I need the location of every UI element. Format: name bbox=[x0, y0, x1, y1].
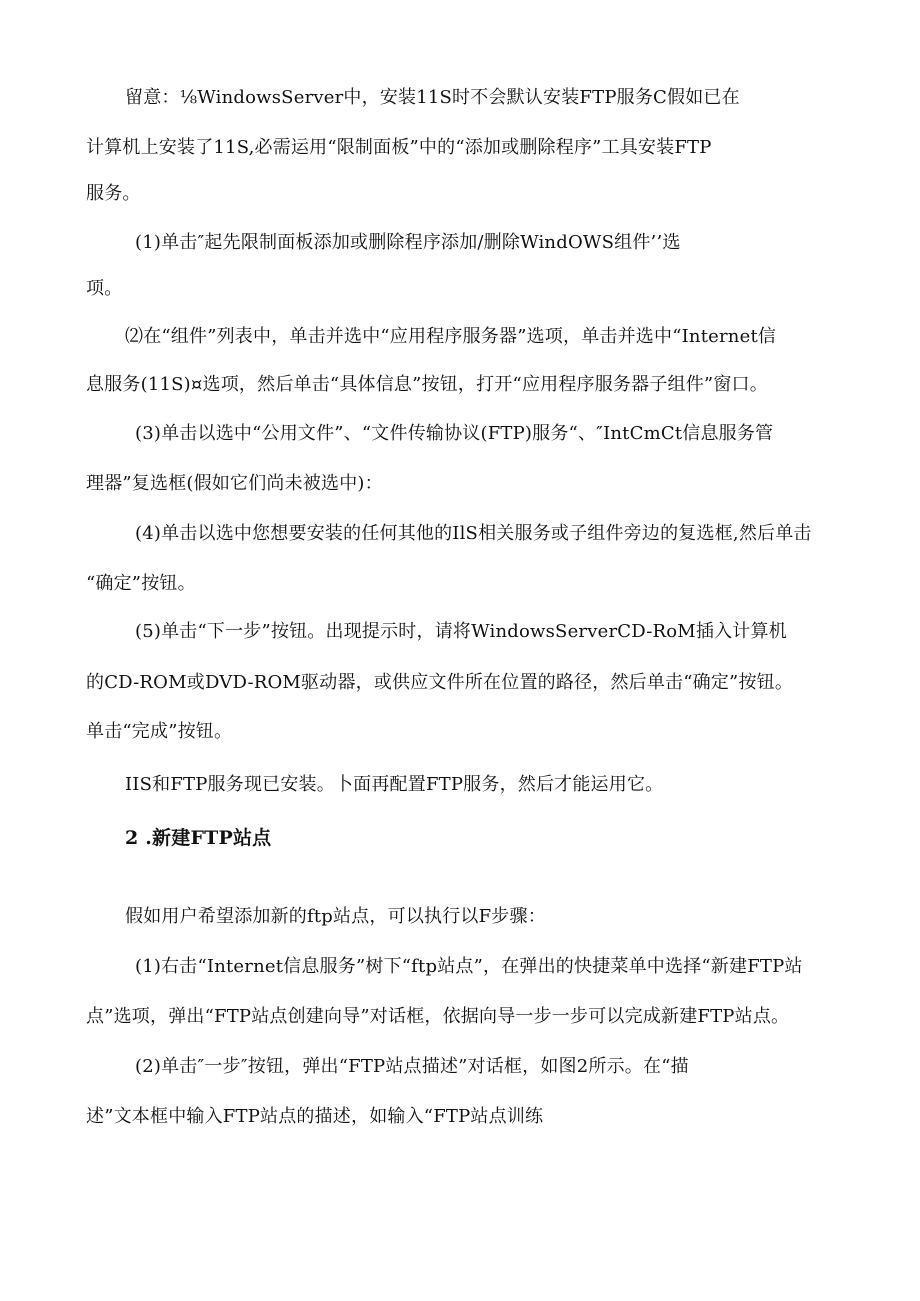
text-line-11: “确定”按钮。 bbox=[86, 573, 196, 594]
text-line-9: 理器”复选框(假如它们尚未被选中)： bbox=[86, 473, 383, 494]
text-line-14: 单击“完成”按钮。 bbox=[86, 721, 233, 742]
text-line-21: 述”文本框中输入FTP站点的描述，如输入“FTP站点训练 bbox=[86, 1106, 544, 1127]
text-line-5: 项。 bbox=[86, 278, 123, 299]
section-heading: 2 .新建FTP站点 bbox=[125, 827, 272, 849]
text-line-20: (2)单击″一步″按钮，弹出“FTP站点描述”对话框，如图2所示。在“描 bbox=[135, 1056, 689, 1077]
text-line-10: (4)单击以选中您想要安装的任何其他的IlS相关服务或子组件旁边的复选框,然后单击 bbox=[135, 523, 812, 544]
text-line-3: 服务。 bbox=[86, 183, 141, 204]
text-line-15: IIS和FTP服务现已安装。卜面再配置FTP服务，然后才能运用它。 bbox=[125, 774, 664, 795]
text-line-7: 息服务(11S)¤选项，然后单击“具体信息”按钮，打开“应用程序服务器子组件”窗口。 bbox=[86, 374, 768, 395]
text-line-4: (1)单击″起先限制面板添加或删除程序添加/删除WindOWS组件’’选 bbox=[135, 232, 681, 253]
text-line-13: 的CD-ROM或DVD-ROM驱动器，或供应文件所在位置的路径，然后单击“确定”按钮。 bbox=[86, 672, 794, 693]
text-line-2: 计算机上安装了11S,必需运用“限制面板”中的“添加或删除程序”工具安装FTP bbox=[86, 137, 712, 158]
text-line-17: 假如用户希望添加新的ftp站点，可以执行以F步骤： bbox=[125, 906, 546, 927]
text-line-19: 点”选项，弹出“FTP站点创建向导”对话框，依据向导一步一步可以完成新建FTP站点。 bbox=[86, 1006, 790, 1027]
text-line-1: 留意：⅛WindowsServer中，安装11S时不会默认安装FTP服务C假如已在 bbox=[125, 87, 740, 108]
text-line-12: (5)单击“下一步”按钮。出现提示时，请将WindowsServerCD-RoM插入计算机 bbox=[135, 621, 787, 642]
text-line-18: (1)右击“Internet信息服务”树下“ftp站点”，在弹出的快捷菜单中选择“新建FTP站 bbox=[135, 956, 803, 977]
text-line-8: (3)单击以选中“公用文件”、“文件传输协议(FTP)服务“、″IntCmCt信息服务管 bbox=[135, 423, 774, 444]
text-line-6: ⑵在“组件”列表中，单击并选中“应用程序服务器”选项，单击并选中“Internet信 bbox=[125, 326, 777, 347]
